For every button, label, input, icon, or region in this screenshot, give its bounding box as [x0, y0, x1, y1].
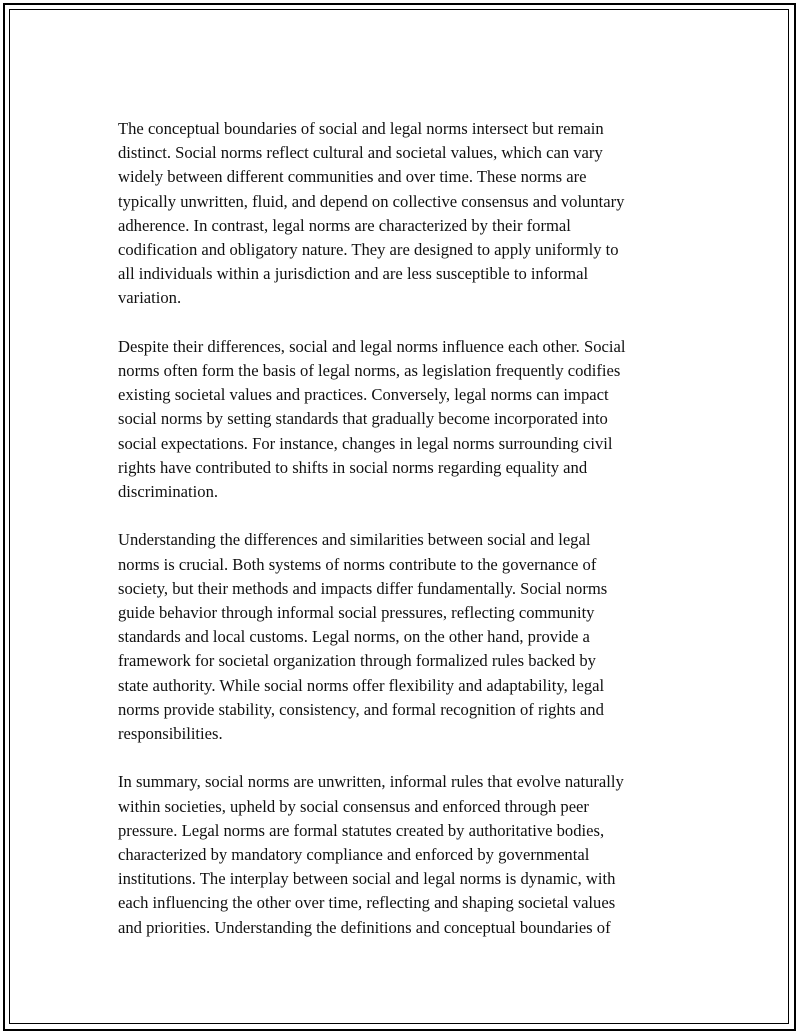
paragraph-3: Understanding the differences and similarities between social and legal norms is crucial. Both systems of norms contribute to the governance of society, but their methods and impacts differ fundamentally. Social norms guide behavior through informal social pressures, reflecting community standards and local customs. Legal norms, on the other hand, provide a framework for societal organization through formalized rules backed by state authority. While social norms offer flexibility and adaptability, legal norms provide stability, consistency, and formal recognition of rights and responsibilities. — [118, 530, 608, 744]
paragraph-4: In summary, social norms are unwritten, informal rules that evolve naturally within societies, upheld by social consensus and enforced through peer pressure. Legal norms are formal statutes created by authoritative bodies, characterized by mandatory compliance and enforced by governmental institutions. The interplay between social and legal norms is dynamic, with each influencing the other over time, reflecting and shaping societal values and priorities. Understanding the definitions and conceptual boundaries of — [118, 772, 624, 937]
document-body — [118, 117, 688, 964]
paragraph-2: Despite their differences, social and legal norms influence each other. Social norms often form the basis of legal norms, as legislation frequently codifies existing societal values and practices. Conversely, legal norms can impact social norms by setting standards that gradually become incorporated into social expectations. For instance, changes in legal norms surrounding civil rights have contributed to shifts in social norms regarding equality and discrimination. — [118, 336, 626, 502]
paragraph-1: The conceptual boundaries of social and legal norms intersect but remain distinct. Social norms reflect cultural and societal values, which can vary widely between different communities and over time. These norms are typically unwritten, fluid, and depend on collective consensus and voluntary adherence. In contrast, legal norms are characterized by their formal codification and obligatory nature. They are designed to apply uniformly to all individuals within a jurisdiction and are less susceptible to informal variation. — [118, 119, 625, 308]
